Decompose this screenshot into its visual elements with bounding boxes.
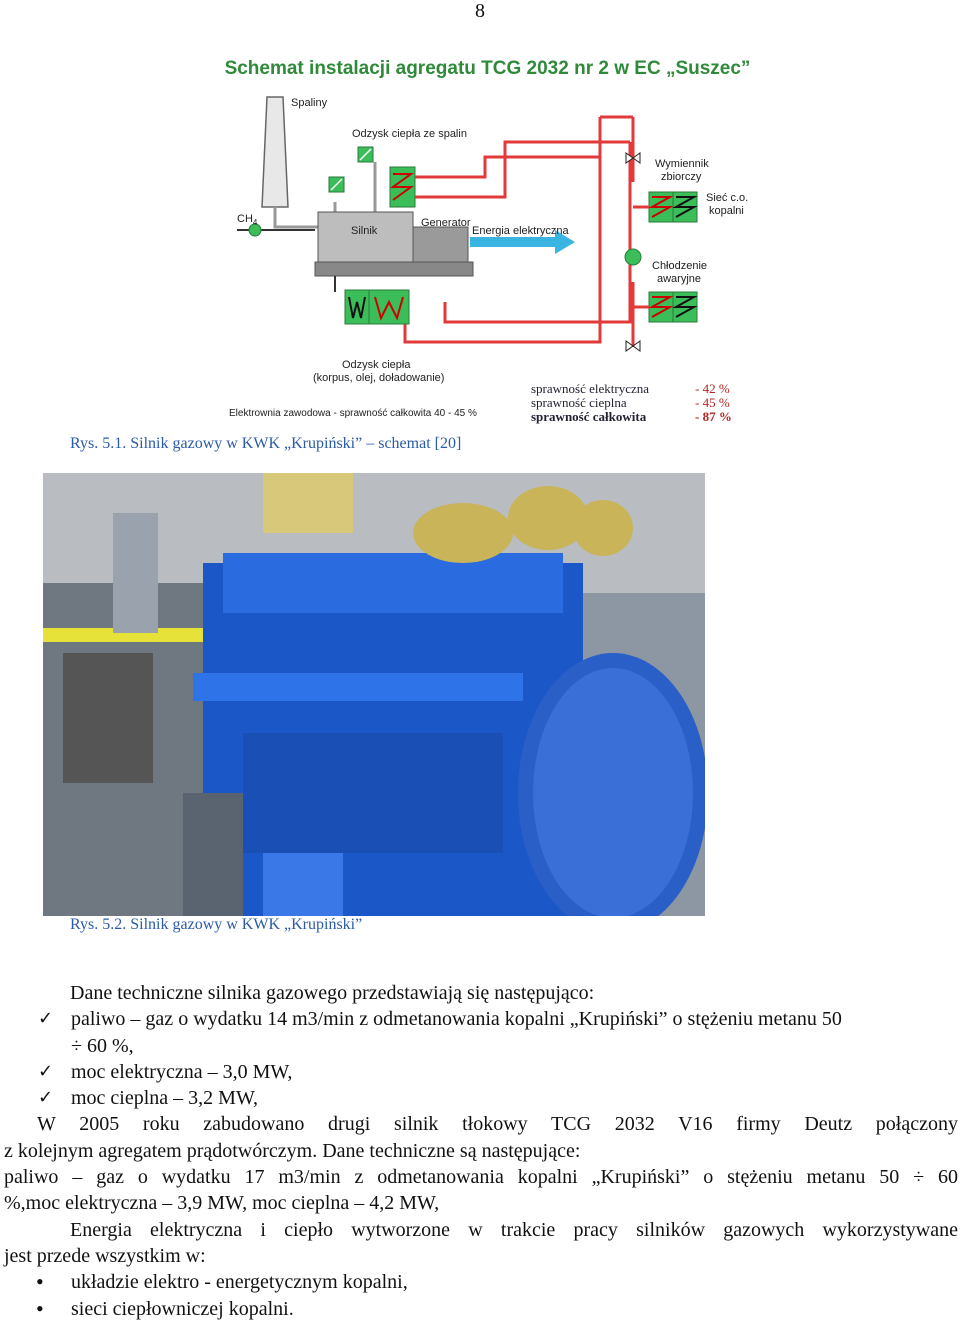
check-item-3: ✓ moc cieplna – 3,2 MW,: [0, 1085, 960, 1111]
eff-total-label: sprawność całkowita: [531, 409, 647, 424]
label-elektrownia: Elektrownia zawodowa - sprawność całkowita 40 - 45 %: [229, 408, 477, 419]
label-energia: Energia elektryczna: [472, 225, 569, 237]
engine-base: [315, 262, 473, 276]
check-icon: ✓: [38, 1087, 54, 1109]
intro-line: Dane techniczne silnika gazowego przedstawiają się następująco:: [70, 982, 595, 1004]
engine-photo: [43, 473, 705, 916]
eff-heat-label: sprawność cieplna: [531, 395, 627, 410]
label-silnik: Silnik: [351, 225, 378, 237]
label-chlodzenie-1: Chłodzenie: [652, 260, 708, 272]
label-wymiennik-2: zbiorczy: [661, 171, 702, 183]
eff-electric-label: sprawność elektryczna: [531, 381, 650, 396]
figure-caption-1: Rys. 5.1. Silnik gazowy w KWK „Krupiński” – schemat [20]: [70, 435, 462, 452]
hot-water-loop: [415, 157, 600, 177]
label-ch4: $CH_4$: [237, 213, 258, 228]
installation-diagram: [215, 52, 760, 430]
label-siec-2: kopalni: [709, 205, 744, 217]
diagram-title: Schemat instalacji agregatu TCG 2032 nr 2 w EC „Suszec”: [224, 58, 751, 79]
label-siec-1: Sieć c.o.: [706, 192, 749, 204]
bullet-item-2: • sieci ciepłowniczej kopalni.: [36, 1295, 294, 1321]
check-icon: ✓: [38, 1060, 54, 1082]
para2-line-3: paliwo – gaz o wydatku 17 m3/min z odmetanowania kopalni „Krupiński” o stężeniu metanu 50 ÷ 60: [4, 1166, 958, 1189]
label-odzysk-spalin: Odzysk ciepła ze spalin: [352, 128, 467, 140]
chimney-icon: [262, 97, 288, 207]
engine-icon: [318, 212, 413, 262]
bullet-icon: •: [36, 1295, 44, 1321]
para2-line-2: z kolejnym agregatem prądotwórczym. Dane techniczne są następujące:: [4, 1139, 581, 1162]
label-spaliny: Spaliny: [291, 97, 328, 109]
para3-line-1: Energia elektryczna i ciepło wytworzone w trakcie pracy silników gazowych wykorzystywane: [70, 1218, 958, 1241]
figure-caption-2: Rys. 5.2. Silnik gazowy w KWK „Krupiński”: [70, 916, 363, 933]
body-text: [0, 980, 960, 1322]
check-item-2: ✓ moc elektryczna – 3,0 MW,: [0, 1059, 960, 1085]
eff-electric-value: - 42 %: [695, 381, 730, 396]
bullet-item-1: • układzie elektro - energetycznym kopalni,: [36, 1269, 408, 1295]
eff-heat-value: - 45 %: [695, 395, 730, 410]
pump-icon: [625, 249, 641, 265]
check-item-1-cont: ÷ 60 %,: [71, 1034, 134, 1057]
engine-heat-recovery-icon: [345, 290, 369, 324]
label-odzysk-1: Odzysk ciepła: [342, 359, 411, 371]
check-item-1: ✓ paliwo – gaz o wydatku 14 m3/min z odmetanowania kopalni „Krupiński” o stężeniu metanu 50: [0, 1006, 960, 1032]
para2-line-4: %,moc elektryczna – 3,9 MW, moc cieplna – 4,2 MW,: [4, 1192, 440, 1215]
check-icon: ✓: [38, 1008, 54, 1030]
generator-icon: [413, 227, 468, 262]
eff-total-value: - 87 %: [695, 409, 732, 424]
label-odzysk-2: (korpus, olej, doładowanie): [313, 372, 445, 384]
label-chlodzenie-2: awaryjne: [657, 273, 702, 285]
bullet-icon: •: [36, 1269, 44, 1295]
engine-photo-image: [43, 473, 705, 916]
label-generator: Generator: [421, 217, 471, 229]
page-number: 8: [475, 0, 485, 22]
para3-line-2: jest przede wszystkim w:: [4, 1244, 206, 1267]
para2-line-1: W 2005 roku zabudowano drugi silnik tłokowy TCG 2032 V16 firmy Deutz połączony: [37, 1113, 958, 1136]
label-wymiennik-1: Wymiennik: [655, 158, 709, 170]
